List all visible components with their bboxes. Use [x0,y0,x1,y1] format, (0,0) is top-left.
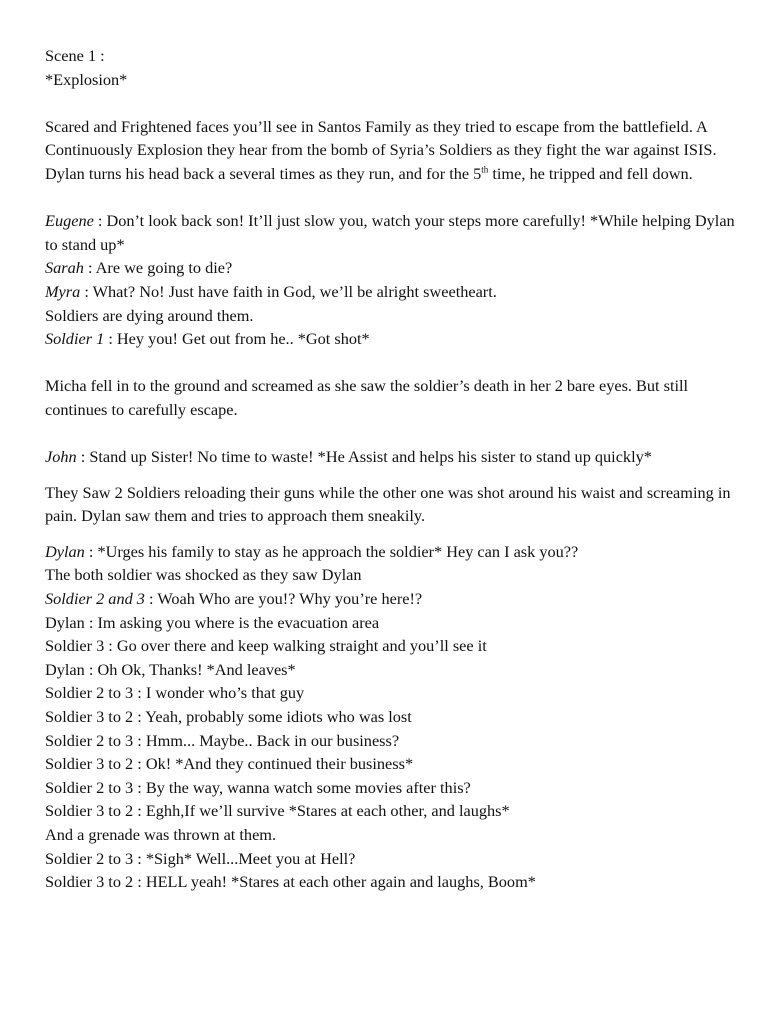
speaker-name: Myra [45,281,81,301]
dialogue-text: : Are we going to die? [83,258,233,278]
dialogue-text: : Stand up Sister! No time to waste! *He Assist and helps his sister to stand up quickly* [76,447,652,467]
narration-paragraph-micha: Micha fell in to the ground and screamed as she saw the soldier’s death in her 2 bare eyes. But still continues to carefully escape. [45,376,689,419]
dialogue-text: : Don’t look back son! It’ll just slow you, watch your steps more carefully! *While helping Dylan to stand up* [45,211,735,254]
dialogue-line-dylan [45,540,735,564]
dialogue-line: Soldier 2 to 3 : I wonder who’s that guy [45,683,305,703]
dialogue-line: Soldier 3 : Go over there and keep walking straight and you’ll see it [45,636,487,656]
dialogue-line-sarah [45,256,735,280]
narration-paragraph-soldiers: They Saw 2 Soldiers reloading their guns while the other one was shot around his waist and screaming in pain. Dylan saw them and tries to approach them sneakily. [45,482,731,526]
narration-line: And a grenade was thrown at them. [45,825,277,844]
dialogue-line: Soldier 3 to 2 : Yeah, probably some idiots who was lost [45,707,412,727]
dialogue-text: : Hey you! Get out from he.. *Got shot* [104,329,370,349]
speaker-name: Soldier 1 [45,329,105,349]
ordinal-suffix: th [481,164,489,175]
dialogue-line-john [45,445,735,469]
speaker-name: Soldier 2 and 3 [45,589,145,609]
narration-line: Soldiers are dying around them. [45,305,254,325]
dialogue-line: Soldier 3 to 2 : Eghh,If we’ll survive *Stares at each other, and laughs* [45,801,510,821]
speaker-name: Sarah [45,258,84,278]
dialogue-line: Dylan : Oh Ok, Thanks! *And leaves* [45,659,296,679]
narration-text: time, he tripped and fell down. [488,163,693,183]
narration-paragraph-2 [45,162,735,186]
dialogue-line-soldier-1 [45,327,735,351]
dialogue-line-myra [45,280,735,304]
dialogue-line: Soldier 3 to 2 : HELL yeah! *Stares at each other again and laughs, Boom* [45,872,536,892]
dialogue-text: : What? No! Just have faith in God, we’ll be alright sweetheart. [80,281,497,301]
dialogue-line: Soldier 2 to 3 : By the way, wanna watch some movies after this? [45,777,471,797]
narration-paragraph-1: Scared and Frightened faces you’ll see in Santos Family as they tried to escape from the battlefield. A Continuously Explosion they hear from the bomb of Syria’s Soldiers as they fight the war against ISIS. [45,116,717,160]
script-document [45,44,735,894]
speaker-name: Eugene [45,211,94,231]
dialogue-text: : *Urges his family to stay as he approach the soldier* Hey can I ask you?? [84,541,579,561]
dialogue-line: Soldier 2 to 3 : Hmm... Maybe.. Back in our business? [45,730,400,750]
dialogue-line: Soldier 2 to 3 : *Sigh* Well...Meet you at Hell? [45,848,356,868]
dialogue-text: : Woah Who are you!? Why you’re here!? [144,589,423,609]
dialogue-line: Soldier 3 to 2 : Ok! *And they continued their business* [45,754,414,774]
scene-heading: Scene 1 : [45,46,105,65]
speaker-name: John [45,447,77,467]
dialogue-line: Dylan : Im asking you where is the evacuation area [45,612,380,632]
dialogue-line-soldier-2-and-3 [45,587,735,611]
dialogue-line-eugene [45,209,735,256]
narration-text: Dylan turns his head back a several times as they run, and for the 5 [45,163,482,183]
narration-line: The both soldier was shocked as they saw Dylan [45,565,362,585]
scene-subheading: *Explosion* [45,69,128,89]
speaker-name: Dylan [45,541,85,561]
